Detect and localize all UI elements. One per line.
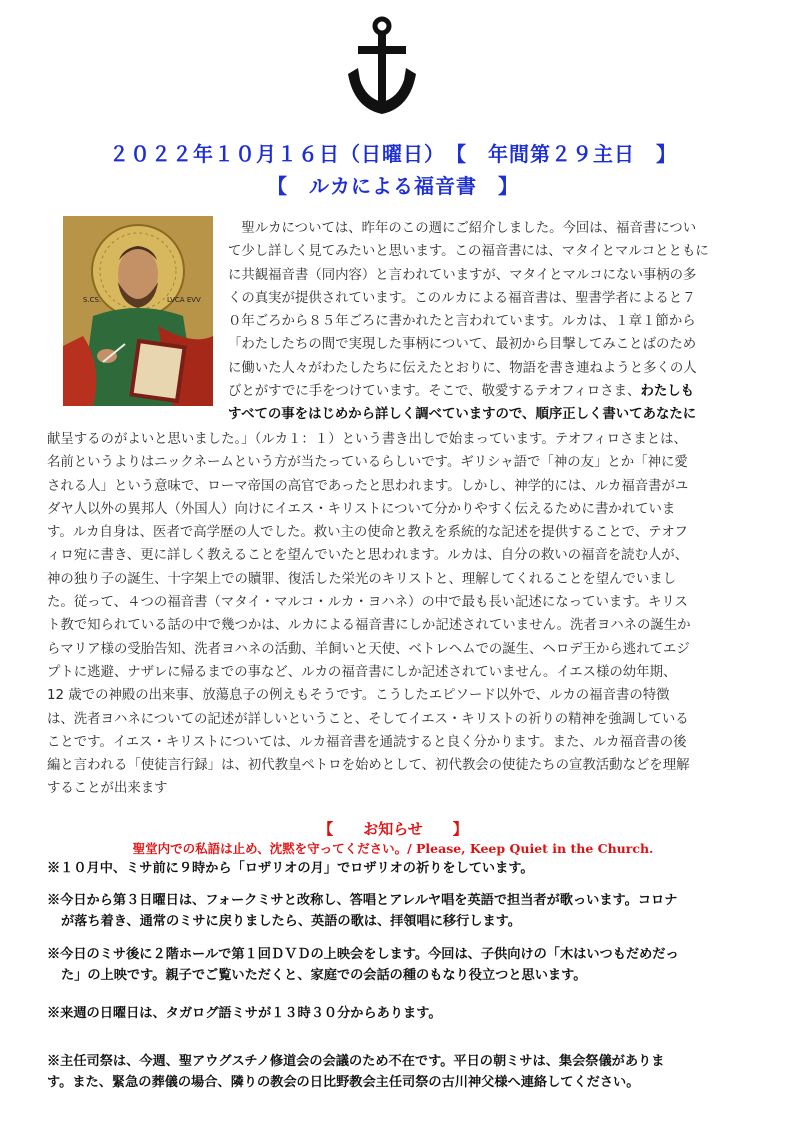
article-line: た。従って、４つの福音書（マタイ・マルコ・ルカ・ヨハネ）の中で最も長い記述になっています。キリス [47,595,688,611]
article-body [47,428,747,801]
article-quote-bold-line: すべての事をはじめから詳しく調べていますので、順序正しく書いてあなたに [228,407,697,423]
article-line: される人」という意味で、ローマ帝国の高官であったと思われます。しかし、神学的には、ルカ福音書がユ [47,478,689,494]
notice-line: が落ち着き、通常のミサに戻りましたら、英語の歌は、拝領唱に移行します。 [61,914,521,929]
notice-line: ※今日から第３日曜日は、フォークミサと改称し、答唱とアレルヤ唱を英語で担当者が歌っいます。コロナ [47,893,678,908]
saint-luke-icon-image [63,216,213,406]
article-line [228,380,748,403]
notice-line: ※１０月中、ミサ前に９時から「ロザリオの月」でロザリオの祈りをしています。 [47,861,534,876]
article-line: くの真実が提供されています。このルカによる福音書は、聖書学者によると７ [228,290,696,306]
article-intro [228,217,748,427]
page-title-date: ２０２２年１０月１６日（日曜日） 【 年間第２９主日 】 [109,142,677,166]
article-line: することが出来ます [47,781,168,797]
article-line: 神の独り子の誕生、十字架上での贖罪、復活した栄光のキリストと、理解してくれることを望んでいまし [47,571,677,587]
article-line: ィロ宛に書き、更に詳しく教えることを望んでいたと思われます。ルカは、自分の救いの福音を読む人が、 [47,548,689,564]
article-line: て少し詳しく見てみたいと思います。この福音書には、マタイとマルコとともに [228,244,709,260]
article-line: ダヤ人以外の異邦人（外国人）向けにイエス・キリストについて分かりやすく伝えるために書かれていま [47,501,676,517]
icon-caption-right: LVCA EVV [167,296,201,304]
page-title-gospel: 【 ルカによる福音書 】 [267,174,519,198]
notice-line: ※今日のミサ後に２階ホールで第１回ＤＶＤの上映会をします。今回は、子供向けの「木はいつもだめだっ [47,947,679,962]
notice-line: ※来週の日曜日は、タガログ語ミサが１３時３０分からあります。 [47,1006,442,1021]
notice-item-dvd [47,944,679,986]
article-line: ト教で知られている話の中で幾つかは、ルカによる福音書にしか記述されていません。洗者ヨハネの誕生か [47,618,691,634]
notice-line: す。また、緊急の葬儀の場合、隣りの教会の日比野教会主任司祭の古川神父様へ連絡してください。 [47,1075,640,1090]
article-line-text: びとがすでに手をつけています。そこで、敬愛するテオフィロさま、 [228,384,641,400]
article-line: に働いた人々がわたしたちに伝えたとおりに、物語を書き連ねようと多くの人 [228,360,697,376]
article-line: 12 歳での神殿の出来事、放蕩息子の例えもそうです。こうしたエピソード以外で、ルカの福音書の特徴 [47,688,670,704]
article-line: ０年ごろから８５年ごろに書かれたと言われています。ルカは、１章１節から [228,314,696,330]
article-line: 献呈するのがよいと思いました。」（ルカ１：１）という書き出しで始まっています。テオフィロさまとは、 [47,432,687,447]
article-line: は、洗者ヨハネについての記述が詳しいということ、そしてイエス・キリストの祈りの精神を強調している [47,711,689,727]
article-line: ことです。イエス・キリストについては、ルカ福音書を通読すると良く分かります。また、ルカ福音書の後 [47,734,687,750]
notice-item-tagalog-mass [47,1003,442,1024]
article-line: プトに逃避、ナザレに帰るまでの事など、ルカの福音書にしか記述されていません。イエス様の幼年期、 [47,664,677,680]
article-line: 編と言われる「使徒言行録」は、初代教皇ペトロを始めとして、初代教会の使徒たちの宣教活動などを理解 [47,758,690,774]
article-line: 名前というよりはニックネームという方が当たっているらしいです。ギリシャ語で「神の友」とか「神に愛 [47,455,688,471]
notice-line: た」の上映です。親子でご覧いただくと、家庭での会話の種のもなり役立つと思います。 [61,968,587,983]
notice-item-folk-mass [47,890,677,932]
notice-item-pastor-absence [47,1051,664,1093]
article-line: 聖ルカについては、昨年のこの週にご紹介しました。今回は、福音書につい [228,221,697,236]
notice-line: ※主任司祭は、今週、聖アウグスチノ修道会の会議のため不在です。平日の朝ミサは、集会祭儀がありま [47,1054,665,1069]
icon-caption-left: S.CS. [83,296,102,304]
notice-item-rosary [47,858,534,879]
article-line: に共観福音書（同内容）と言われていますが、マタイとマルコにない事柄の多 [228,267,697,283]
anchor-icon [344,16,420,116]
article-line: す。ルカ自身は、医者で高学歴の人でした。救い主の使命と教えを系統的な記述を提供することで、テオフ [47,525,688,541]
article-quote-bold: わたしも [640,384,694,400]
article-line: らマリア様の受胎告知、洗者ヨハネの活動、羊飼いと天使、ベトレヘムでの誕生、ヘロデ王から逃れてエジ [47,641,690,657]
notices-heading: 【 お知らせ 】 [318,820,468,838]
article-line: 「わたしたちの間で実現した事柄について、最初から目撃してみことばのため [228,337,697,353]
notices-quiet-request: 聖堂内での私語は止め、沈黙を守ってください。/ Please, Keep Quiet in the Church. [132,841,654,856]
